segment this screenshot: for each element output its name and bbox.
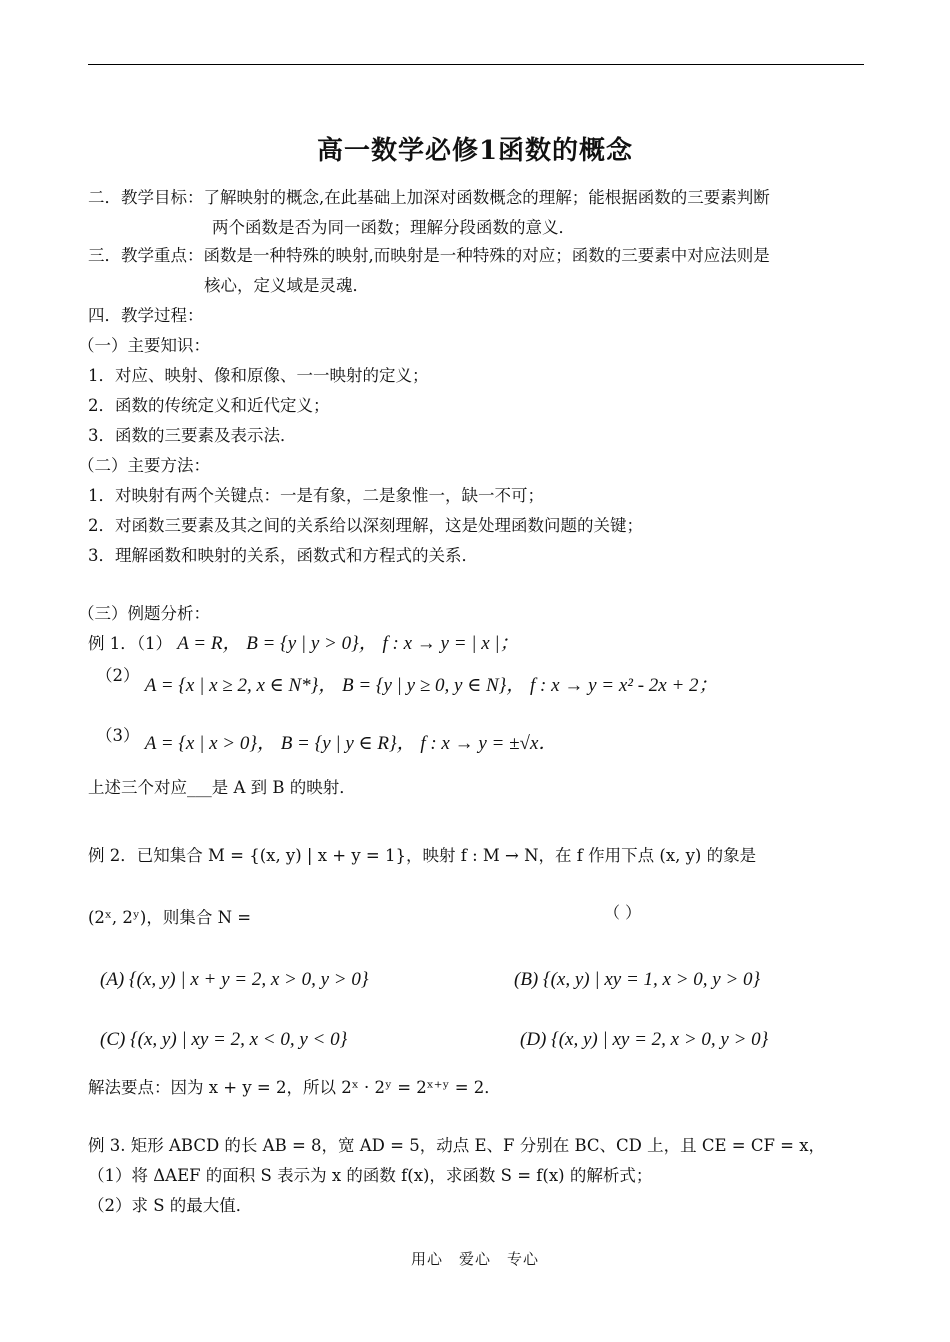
knowledge-item-2: 2．函数的传统定义和近代定义； [88,396,330,415]
ex1-math-3: A = {x | x > 0}， B = {y | y ∈ R}， f : x → y = ±√x． [144,733,558,754]
ex1-line-3 [96,726,558,754]
ex1-line-1 [88,634,519,654]
ex1-label-1: 例 1．（1） [88,634,172,653]
ex2-option-a: (A) {(x, y) | x + y = 2, x > 0, y > 0} [100,969,369,990]
goals-line-2: 两个函数是否为同一函数；理解分段函数的意义． [212,218,575,237]
page-title: 高一数学必修1函数的概念 [316,136,634,166]
focus-line-2: 核心，定义域是灵魂． [204,276,369,295]
knowledge-heading: （一）主要知识： [78,336,210,355]
ex1-question: 上述三个对应___是 A 到 B 的映射． [88,778,356,797]
goals-line-1: 二．教学目标：了解映射的概念,在此基础上加深对函数概念的理解；能根据函数的三要素判断 [88,188,770,207]
ex3-line-1: 例 3. 矩形 ABCD 的长 AB = 8，宽 AD = 5，动点 E、F 分别在 BC、CD 上，且 CE = CF = x， [88,1136,826,1155]
ex2-option-b: (B) {(x, y) | xy = 1, x > 0, y > 0} [514,969,761,990]
focus-line-1: 三．教学重点：函数是一种特殊的映射,而映射是一种特殊的对应；函数的三要素中对应法则是 [88,246,770,265]
ex1-line-2 [96,666,718,696]
ex2-line-2: (2ˣ, 2ʸ)，则集合 N = [88,908,252,927]
ex1-label-3: （3） [96,726,140,745]
knowledge-item-3: 3．函数的三要素及表示法． [88,426,297,445]
knowledge-item-1: 1．对应、映射、像和原像、一一映射的定义； [88,366,429,385]
ex1-math-1: A = R， B = {y | y > 0}， f : x → y = | x |； [177,633,519,654]
methods-item-2: 2．对函数三要素及其之间的关系给以深刻理解，这是处理函数问题的关键； [88,516,643,535]
ex2-answer-paren: （ ） [604,903,642,922]
ex1-label-2: （2） [96,666,140,685]
methods-heading: （二）主要方法： [78,456,210,475]
ex3-line-2: （1）将 ΔAEF 的面积 S 表示为 x 的函数 f(x)，求函数 S = f(x) 的解析式； [88,1166,653,1185]
ex3-line-3: （2）求 S 的最大值． [88,1196,253,1215]
examples-heading: （三）例题分析： [78,604,210,623]
header-rule [88,64,864,65]
ex2-option-c: (C) {(x, y) | xy = 2, x < 0, y < 0} [100,1029,348,1050]
methods-item-1: 1．对映射有两个关键点：一是有象，二是象惟一，缺一不可； [88,486,544,505]
process-heading: 四．教学过程： [88,306,204,325]
ex2-line-1: 例 2．已知集合 M = {(x, y) | x + y = 1}，映射 f : M → N，在 f 作用下点 (x, y) 的象是 [88,846,757,865]
ex2-solution: 解法要点：因为 x + y = 2，所以 2ˣ · 2ʸ = 2ˣ⁺ʸ = 2． [88,1078,501,1097]
page-footer: 用心 爱心 专心 [410,1250,539,1268]
ex2-option-d: (D) {(x, y) | xy = 2, x > 0, y > 0} [520,1029,769,1050]
methods-item-3: 3．理解函数和映射的关系，函数式和方程式的关系． [88,546,478,565]
ex1-math-2: A = {x | x ≥ 2, x ∈ N*}， B = {y | y ≥ 0, y ∈ N}， f : x → y = x² - 2x + 2； [144,675,718,696]
